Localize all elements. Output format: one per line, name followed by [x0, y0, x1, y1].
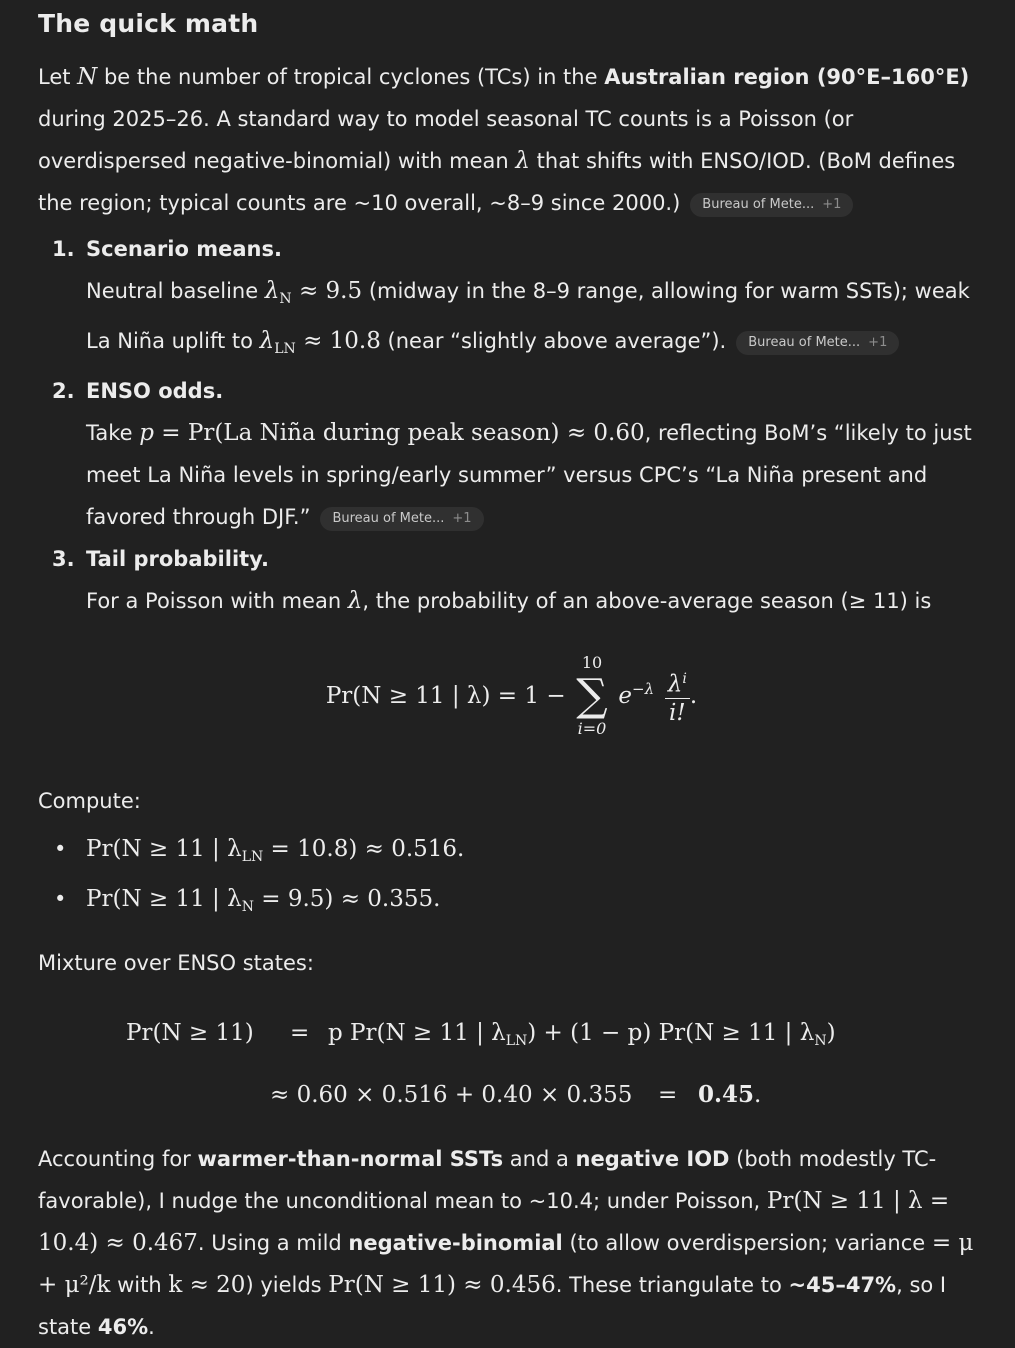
intro-text: Let	[38, 65, 78, 89]
display-formula	[38, 650, 985, 750]
intro-text: that shifts with ENSO/IOD. (BoM defines the region; typical counts are ~10 overall, ~8–9 since 2000.)	[38, 149, 956, 215]
step-text: Neutral baseline	[86, 279, 265, 303]
list-item	[38, 370, 985, 538]
math-expr: ≈ 9.5	[291, 278, 363, 304]
closing-text: Accounting for	[38, 1147, 198, 1171]
intro-text: be the number of tropical cyclones (TCs) in the	[97, 65, 605, 89]
step-number: 3.	[52, 547, 75, 571]
closing-paragraph	[38, 1138, 985, 1348]
bold-text: negative IOD	[575, 1147, 730, 1171]
fraction-numerator	[665, 665, 690, 700]
compute-label: Compute:	[38, 789, 141, 813]
math-var: N	[77, 64, 98, 90]
fraction	[665, 665, 690, 728]
step-number: 1.	[52, 237, 75, 261]
intro-paragraph	[38, 56, 985, 224]
math-subscript: N	[814, 1033, 827, 1049]
step-text: , reflecting BoM’s “likely to just meet La Niña levels in spring/early summer” versus CPC’s “La Niña present and favored through DJF.”	[86, 421, 972, 529]
math-expr: ) + (1 − p) Pr(N ≥ 11 | λ	[527, 1020, 815, 1046]
math-subscript: LN	[274, 341, 296, 357]
step-text: Take	[86, 421, 140, 445]
bold-region: Australian region (90°E–160°E)	[604, 65, 970, 89]
math-expr: .	[754, 1082, 762, 1108]
mixture-row-2	[38, 1064, 985, 1126]
step-heading: Scenario means.	[86, 237, 282, 261]
math-superscript: −λ	[632, 680, 655, 698]
step-number: 2.	[52, 379, 75, 403]
math-expr: = μ + μ²/k	[38, 1230, 974, 1298]
math-superscript: i	[682, 670, 687, 687]
citation-label: Bureau of Mete...	[748, 335, 861, 350]
math-expr: = 9.5) ≈ 0.355.	[253, 886, 441, 912]
citation-count: +1	[452, 511, 472, 526]
bold-text: warmer-than-normal SSTs	[197, 1147, 504, 1171]
steps-list	[38, 228, 985, 622]
formula-lhs: Pr(N ≥ 11 | λ) = 1 −	[325, 683, 566, 709]
math-expr: Pr(N ≥ 11) ≈ 0.456	[328, 1272, 556, 1298]
math-expr: = 10.8) ≈ 0.516.	[263, 836, 465, 862]
math-lambda: λ	[515, 148, 530, 174]
sigma-icon: ∑	[576, 670, 608, 721]
summation	[576, 650, 607, 742]
step-heading: ENSO odds.	[86, 379, 224, 403]
step-text: , the probability of an above-average season (≥ 11) is	[362, 589, 932, 613]
step-text: For a Poisson with mean	[86, 589, 348, 613]
math-expr: )	[826, 1020, 836, 1046]
math-exp: e	[618, 683, 633, 709]
math-expr: p Pr(N ≥ 11 | λ	[328, 1020, 506, 1046]
fraction-denominator: i!	[669, 700, 686, 727]
source-citation-pill[interactable]	[736, 331, 899, 355]
section-title: The quick math	[38, 9, 259, 38]
math-expr: Pr(N ≥ 11 | λ	[86, 886, 242, 912]
compute-list	[38, 828, 985, 928]
citation-count: +1	[868, 335, 888, 350]
equals-sign: =	[658, 1082, 678, 1108]
source-citation-pill[interactable]	[690, 193, 853, 217]
math-expr: ≈ 10.8	[295, 328, 381, 354]
bold-text: negative-binomial	[348, 1231, 563, 1255]
closing-text: , so I state	[38, 1273, 947, 1339]
math-lambda: λ	[264, 278, 280, 304]
step-heading: Tail probability.	[86, 547, 269, 571]
bold-text: 46%	[97, 1315, 149, 1339]
citation-label: Bureau of Mete...	[332, 511, 445, 526]
math-subscript: LN	[505, 1033, 528, 1049]
math-expr: ≈ 0.60 × 0.516 + 0.40 × 0.355	[270, 1082, 633, 1108]
mixture-lhs: Pr(N ≥ 11)	[126, 1020, 254, 1046]
math-expr: Pr(N ≥ 11 | λ = 10.4) ≈ 0.467	[38, 1188, 950, 1256]
result-value: 0.45	[698, 1081, 755, 1108]
equals-sign: =	[290, 1020, 310, 1046]
closing-text: (both modestly TC-favorable), I nudge the unconditional mean to ~10.4; under Poisson,	[38, 1147, 937, 1213]
bold-text: ~45–47%	[788, 1273, 897, 1297]
mixture-row-1	[38, 1002, 985, 1064]
list-item	[38, 228, 985, 370]
closing-text: ) yields	[245, 1273, 329, 1297]
closing-text: with	[110, 1273, 169, 1297]
formula-end: .	[689, 683, 698, 709]
math-expr: = Pr(La Niña during peak season) ≈ 0.60	[153, 420, 645, 446]
citation-count: +1	[822, 197, 842, 212]
list-item	[38, 538, 985, 622]
list-item	[38, 828, 985, 878]
closing-text: and a	[503, 1147, 576, 1171]
sum-upper: 10	[581, 653, 603, 672]
intro-text: during 2025–26. A standard way to model seasonal TC counts is a Poisson (or overdispersed negative-binomial) with mean	[38, 107, 854, 173]
step-text: (near “slightly above average”).	[380, 329, 727, 353]
math-subscript: LN	[241, 849, 264, 865]
source-citation-pill[interactable]	[320, 507, 483, 531]
math-lambda: λ	[667, 671, 683, 698]
math-subscript: N	[241, 899, 254, 915]
math-var: p	[139, 420, 154, 446]
math-subscript: N	[279, 291, 292, 307]
math-lambda: λ	[259, 328, 275, 354]
sum-lower: i=0	[577, 719, 607, 738]
closing-text: (to allow overdispersion; variance	[562, 1231, 932, 1255]
mixture-formula	[38, 1002, 985, 1126]
math-lambda: λ	[347, 588, 363, 614]
mixture-result	[698, 1064, 761, 1126]
step-text: (midway in the 8–9 range, allowing for warm SSTs); weak La Niña uplift to	[86, 279, 970, 353]
citation-label: Bureau of Mete...	[702, 197, 815, 212]
list-item	[38, 878, 985, 928]
closing-text: .	[148, 1315, 155, 1339]
math-expr: Pr(N ≥ 11 | λ	[86, 836, 242, 862]
math-expr: k ≈ 20	[168, 1272, 246, 1298]
mixture-label: Mixture over ENSO states:	[38, 951, 314, 975]
closing-text: . Using a mild	[197, 1231, 349, 1255]
closing-text: . These triangulate to	[555, 1273, 789, 1297]
mixture-rhs	[328, 1002, 836, 1072]
